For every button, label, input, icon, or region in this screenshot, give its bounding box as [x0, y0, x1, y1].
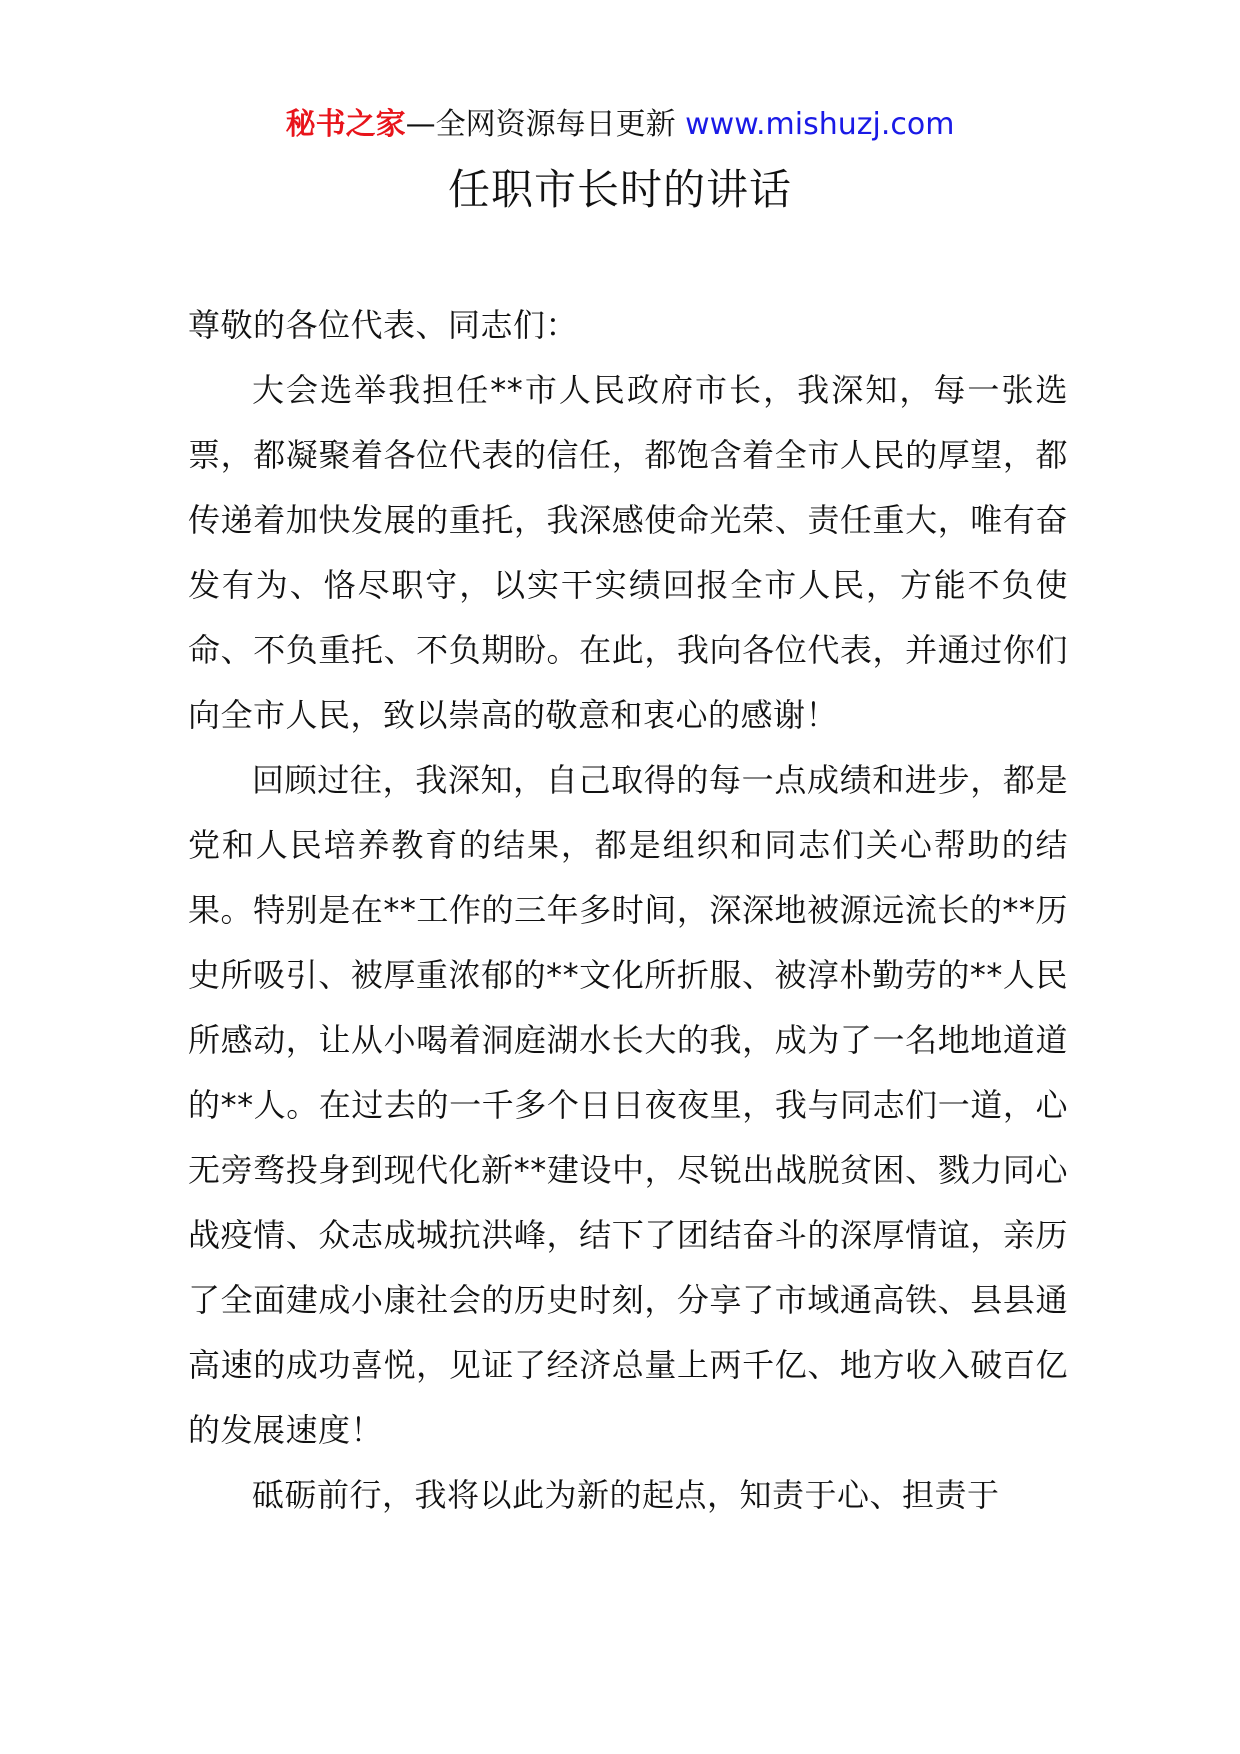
document-title: 任职市长时的讲话: [447, 165, 792, 214]
salutation: 尊敬的各位代表、同志们：: [188, 306, 579, 344]
site-slogan: —全网资源每日更新: [405, 107, 686, 142]
site-url-link[interactable]: www.mishuzj.com: [685, 107, 955, 142]
site-header: [0, 100, 1240, 150]
body-paragraph: 砥砺前行，我将以此为新的起点，知责于心、担责于: [252, 1476, 1000, 1514]
site-brand: 秘书之家: [285, 107, 406, 142]
body-paragraph: 回顾过往，我深知，自己取得的每一点成绩和进步，都是党和人民培养教育的结果，都是组织和同志们关心帮助的结果。特别是在**工作的三年多时间，深深地被源远流长的**历史所吸引、被厚重浓郁的**文化所折服、被淳朴勤劳的**人民所感动，让从小喝着洞庭湖水长大的我，成为了一名地地道道的**人。在过去的一千多个日日夜夜里，我与同志们一道，心无旁骛投身到现代化新**建设中，尽锐出战脱贫困、戮力同心战疫情、众志成城抗洪峰，结下了团结奋斗的深厚情谊，亲历了全面建成小康社会的历史时刻，分享了市域通高铁、县县通高速的成功喜悦，见证了经济总量上两千亿、地方收入破百亿的发展速度！: [188, 761, 1068, 1449]
document-body: [188, 293, 1068, 1528]
body-paragraph: 大会选举我担任**市人民政府市长，我深知，每一张选票，都凝聚着各位代表的信任，都饱含着全市人民的厚望，都传递着加快发展的重托，我深感使命光荣、责任重大，唯有奋发有为、恪尽职守，以实干实绩回报全市人民，方能不负使命、不负重托、不负期盼。在此，我向各位代表，并通过你们向全市人民，致以崇高的敬意和衷心的感谢！: [188, 371, 1068, 734]
